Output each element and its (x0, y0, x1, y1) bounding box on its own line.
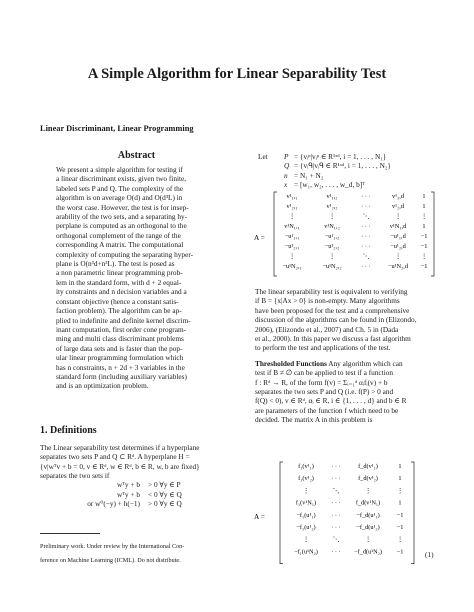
abstract-line: We present a simple algorithm for testing if (56, 165, 183, 174)
inequality-lhs: or w⁰(−y) + h(−1) (87, 499, 140, 509)
matrix-cell: · · · (361, 233, 371, 240)
abstract-line: the worst case. However, the test is for insep- (56, 202, 189, 212)
matrix-cell: ⋮ (364, 536, 372, 544)
matrix-cell: ⋱ (332, 487, 340, 495)
matrix-cell: −u¹N₂,₁ (282, 263, 302, 270)
abstract-line: orthogonal complement of the range of the (56, 230, 181, 240)
paragraph-line: test if B ≠ ∅ can be applied to test if a function (255, 368, 394, 378)
abstract-line: has n constraints, n + 2d + 3 variables in the (56, 362, 185, 372)
matrix-cell: v¹₂,₁ (286, 203, 298, 210)
footnote-line: ference on Machine Learning (ICML). Do not distribute. (40, 557, 181, 565)
matrix-left-bracket (280, 462, 283, 564)
matrix-cell: ⋮ (328, 213, 336, 220)
paragraph-line: The linear separability test is equivalent to verifying (255, 287, 408, 296)
paragraph-line (255, 359, 435, 368)
let-keyword: Let (258, 152, 268, 161)
matrix-cell: ⋮ (328, 253, 336, 260)
paragraph-text: Any algorithm which can (326, 358, 403, 368)
inequality-rhs: > 0 ∀y ∈ P (148, 480, 181, 489)
equation-number: (1) (425, 550, 434, 559)
abstract-line: faction problem). The algorithm can be ap- (56, 306, 182, 316)
matrix-cell: −1 (396, 524, 404, 531)
paragraph-line: f : Rᵈ → R, of the form f(v) = Σᵢ₌₁ᵈ αᵢfᵢ(v) + b (255, 377, 388, 387)
matrix-cell: ⋮ (420, 213, 428, 220)
matrix-cell: −1 (420, 243, 428, 250)
matrix-cell: ⋮ (288, 253, 296, 260)
matrix-cell: ⋱ (332, 536, 340, 544)
matrix-cell: 1 (422, 193, 426, 200)
abstract-line: constant objective (hence a constant satis- (56, 296, 179, 306)
matrix-cell: v¹₁,₁ (286, 193, 298, 200)
matrix-cell: ⋮ (302, 536, 310, 544)
matrix-cell: ⋮ (420, 253, 428, 260)
matrix-cell: ⋮ (396, 536, 404, 544)
section-line: The Linear separability test determines if a hyperplane (40, 443, 200, 452)
matrix-cell: ⋮ (396, 487, 404, 495)
paragraph-line: are parameters of the function f which need to be (255, 405, 399, 415)
matrix-a-functions (250, 456, 420, 566)
matrix-cell: 1 (422, 203, 426, 210)
abstract-line: ming and multi class discriminant problems (56, 334, 184, 344)
matrix-cell: · · · (331, 548, 341, 556)
abstract-line: plane is O(n³d+n³L). The test is posed as (56, 259, 175, 269)
matrix-cell: −f_d(u¹N₂) (354, 548, 382, 556)
matrix-cell: −1 (396, 548, 404, 556)
section-body-definitions (40, 443, 233, 481)
matrix-cell: ⋱ (362, 213, 370, 220)
definition-value: = {vᵢᵖ|vᵢᵖ ∈ R¹ˣᵈ, i = 1, . . . , N₁} (294, 152, 387, 161)
matrix-cell: · · · (331, 524, 341, 531)
paragraph-line: decided. The matrix A in this problem is (255, 415, 373, 425)
matrix-right-bracket (411, 462, 414, 564)
matrix-cell: v¹₂,₂ (326, 203, 338, 210)
abstract-line: a non parametric linear programming prob- (56, 268, 183, 278)
matrix-cell: −f₁(u¹N₂) (294, 548, 318, 556)
matrix-cell: ⋮ (302, 487, 310, 495)
section-heading-definitions: 1. Definitions (40, 425, 97, 436)
footnote-line: Preliminary work. Under review by the International Con- (40, 543, 185, 551)
abstract-line: ular linear programming formulation which (56, 353, 184, 363)
matrix-cell: 1 (398, 463, 402, 470)
matrix-cell: v¹N₁,₂ (324, 223, 340, 230)
matrix-cell: · · · (331, 475, 341, 483)
matrix-cell: · · · (361, 193, 371, 200)
section-line: separates the two sets if (40, 471, 110, 481)
matrix-cell: −f₁(u¹₂) (296, 524, 316, 531)
matrix-cell: ⋮ (394, 253, 402, 260)
matrix-cell: 1 (398, 499, 402, 507)
definition-value: = N₁ + N₂ (294, 170, 324, 180)
matrix-cell: −u¹N₂,₂ (322, 263, 342, 270)
inequality-rhs: < 0 ∀y ∈ Q (148, 489, 182, 499)
matrix-cell: −1 (420, 233, 428, 240)
matrix-cell: f_d(v¹₁) (358, 463, 378, 470)
abstract-body (56, 165, 219, 391)
abstract-line: corresponding A matrix. The computational (56, 240, 184, 250)
abstract-line: lem in the standard form, with d + 2 equal- (56, 277, 182, 287)
matrix-cell: −f_d(u¹₂) (356, 524, 380, 531)
matrix-cell: f₁(v¹₁) (298, 463, 314, 470)
paragraph-line: et al., 2000). In this paper we discuss a fast algorithm (255, 334, 411, 344)
inequality-lhs: wᵀy + b (117, 480, 140, 489)
abstract-line: perplane is computed as an orthogonal to the (56, 221, 187, 231)
definition-symbol: n (284, 170, 288, 180)
abstract-heading: Abstract (117, 150, 156, 161)
matrix-cell: −1 (396, 511, 404, 519)
keywords: Linear Discriminant, Linear Programming (40, 124, 194, 133)
matrix-cell: · · · (361, 243, 371, 250)
abstract-line: and is an optimization problem. (56, 381, 149, 391)
abstract-line: labeled sets P and Q. The complexity of the (56, 183, 184, 193)
matrix-cell: −u¹₁,₂ (324, 233, 340, 240)
paragraph-line: f(Q) < 0), v ∈ Rᵈ, αᵢ ∈ R, i ∈ {1, . . . , d} and b ∈ R (255, 396, 407, 406)
matrix-cell: ⋮ (394, 213, 402, 220)
matrix-cell: −u¹₂,₂ (324, 243, 340, 250)
matrix-cell: −u¹₂,d (390, 243, 406, 250)
paragraph-line: discussion of the algorithms can be found in (Elizondo, (255, 315, 417, 325)
paragraph-line: to perform the test and applications of the test. (255, 343, 391, 353)
matrix-cell: v¹N₁,₁ (284, 223, 300, 230)
matrix-cell: ⋮ (288, 213, 296, 220)
matrix-cell: −1 (420, 263, 428, 270)
matrix-cell: −u¹₁,d (390, 233, 406, 240)
abstract-line: plied to indefinite and definite kernel discrim- (56, 315, 191, 325)
matrix-cell: f_d(v¹₂) (358, 475, 378, 483)
matrix-cell: ⋱ (362, 253, 370, 260)
section-line: separates two sets P and Q ⊂ Rᵈ. A hyperplane H = (40, 452, 190, 462)
footnote-rule (40, 533, 100, 534)
matrix-cell: −f_d(u¹₁) (356, 511, 380, 519)
matrix-cell: · · · (331, 463, 341, 470)
abstract-line: of large data sets and is faster than the pop- (56, 343, 183, 353)
paragraph-line: 2006), (Elizondo et al., 2007) and Ch. 5 in (Dada (255, 324, 399, 334)
abstract-line: inant computation, first order cone program- (56, 324, 187, 334)
matrix-cell: −f₁(u¹₁) (296, 511, 316, 519)
paper-title: A Simple Algorithm for Linear Separability Test (87, 66, 387, 82)
matrix-cell: −u¹N₂,d (387, 263, 409, 270)
matrix-cell: · · · (361, 203, 371, 210)
matrix-cell: −u¹₂,₁ (284, 243, 300, 250)
matrix-cell: ⋮ (364, 487, 372, 495)
abstract-line: complexity of computing the separating hyper- (56, 249, 194, 259)
matrix-cell: f₁(v¹N₁) (295, 499, 317, 507)
definition-symbol: P (284, 152, 289, 161)
definition-symbol: x (284, 180, 288, 190)
matrix-cell: f_d(v¹N₁) (355, 499, 381, 507)
matrix-label: A = (254, 233, 265, 242)
section-line: {v|wᵀv + b = 0, v ∈ Rᵈ, w ∈ Rᵈ, b ∈ R, w, b are fixed} (40, 461, 200, 471)
footnote (40, 537, 233, 571)
matrix-cell: · · · (331, 499, 341, 507)
matrix-cell: −u¹₁,₁ (284, 233, 300, 240)
abstract-line: algorithm is on average O(d) and O(d³L) in (56, 193, 183, 203)
abstract-line: standard form (including auxiliary variables) (56, 371, 187, 381)
matrix-cell: v¹₁,₂ (326, 193, 338, 200)
matrix-left-bracket (274, 192, 277, 276)
abstract-line: arability of the two sets, and a separating hy- (56, 212, 188, 222)
matrix-cell: v¹₂,d (392, 203, 404, 210)
paragraph-line: have been proposed for the test and a comprehensive (255, 305, 410, 315)
matrix-cell: f₁(v¹₂) (298, 475, 314, 483)
abstract-line: ity constraints and n decision variables and a (56, 287, 187, 297)
matrix-cell: · · · (361, 223, 371, 230)
matrix-cell: v¹N₁,d (389, 223, 407, 230)
paragraph-line: if B = {x|Ax > 0} is non-empty. Many algorithms (255, 296, 400, 306)
abstract-line: a linear discriminant exists, given two finite, (56, 174, 187, 184)
matrix-cell: · · · (361, 263, 371, 270)
runin-heading: Thresholded Functions (255, 358, 327, 368)
matrix-a (250, 190, 440, 280)
matrix-label: A = (254, 511, 265, 521)
matrix-cell: v¹₁,d (392, 193, 404, 200)
right-column-body (255, 287, 435, 425)
definition-value: = [w₁, w₂, . . . , w_d, b]ᵀ (294, 180, 365, 190)
paragraph-line: separates the two sets P and Q (i.e. f(P) > 0 and (255, 387, 394, 397)
matrix-cell: · · · (331, 511, 341, 519)
definition-symbol: Q (284, 161, 290, 171)
inequality-rhs: > 0 ∀y ∈ Q (148, 499, 182, 509)
inequality-lhs: wᵀy + b (117, 489, 140, 499)
matrix-right-bracket (431, 192, 434, 276)
matrix-cell: 1 (422, 223, 426, 230)
matrix-cell: 1 (398, 475, 402, 483)
definition-value: = {vᵢᑫ|vᵢᑫ ∈ R¹ˣᵈ, i = 1, . . . , N₂} (294, 161, 391, 171)
